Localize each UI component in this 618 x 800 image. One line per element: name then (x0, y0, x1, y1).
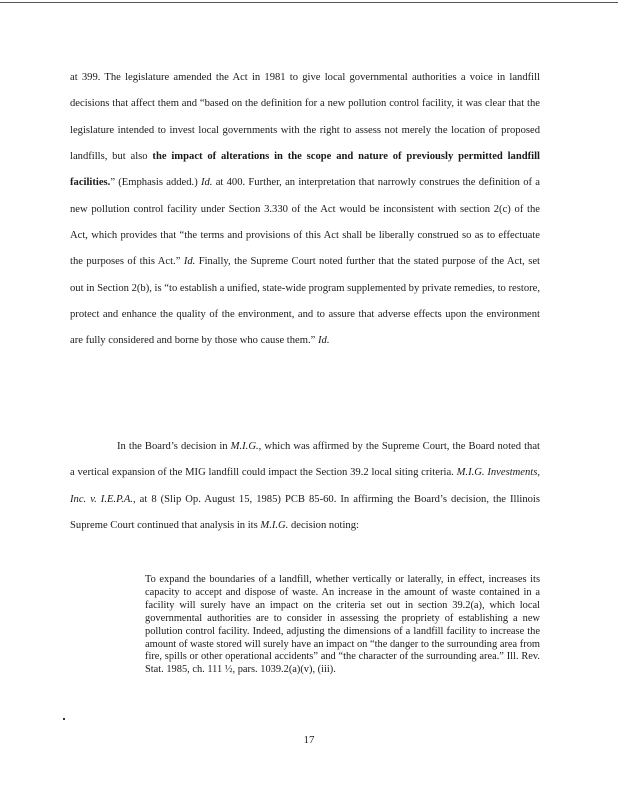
p1-citation-3: Id. (318, 335, 330, 347)
p1-citation-2: Id. (183, 256, 196, 268)
p2-sentence-1: In the Board’s decision in (117, 441, 231, 452)
p2-sentence-4: decision noting: (288, 520, 359, 532)
p1-sentence-1-end: ” (Emphasis added.) (110, 177, 201, 189)
p2-case-name-1: M.I.G. (230, 441, 259, 452)
stray-mark (63, 718, 65, 720)
top-border-line (0, 2, 618, 3)
p1-bold-emphasis: the impact of alterations in the scope and nature of previously permitted landfill facilities. (70, 151, 540, 189)
p1-sentence-3: Finally, the Supreme Court noted further that the stated purpose of the Act, set out in Section 2(b), is “to establish a unified, state-wide program supplemented by private remedies, to restore, protect and enhance the quality of the environment, and to assure that adverse effects upon the environment are fully considered and borne by those who cause them.” (70, 256, 540, 347)
p2-sentence-3: , at 8 (Slip Op. August 15, 1985) PCB 85-60. In affirming the Board’s decision, the Illinois Supreme Court continued that analysis in its (70, 493, 540, 532)
paragraph-2 (70, 434, 540, 539)
p2-sentence-2: , which was affirmed by the Supreme Court, the Board noted that a vertical expansion of the MIG landfill could impact the Section 39.2 local siting criteria. (70, 441, 540, 479)
p1-sentence-1: at 399. The legislature amended the Act in 1981 to give local governmental authorities a voice in landfill decisions that affect them and “based on the definition for a new pollution control facility, it was clear that the legislature intended to invest local governments with the right to assess not merely the location of proposed landfills, but also (70, 72, 540, 163)
block-quote: To expand the boundaries of a landfill, whether vertically or laterally, in effect, increases its capacity to accept and dispose of waste. An increase in the amount of waste contained in a facility will surely have an impact on the criteria set out in section 39.2(a), which local governmental authorities are to consider in assessing the propriety of establishing a new pollution control facility. Indeed, adjusting the dimensions of a landfill facility to increase the amount of waste stored will surely have an impact on “the danger to the surrounding area from fire, spills or other operational accidents” and “the character of the surrounding area.” Ill. Rev. Stat. 1985, ch. 111 ½, pars. 1039.2(a)(v), (iii). (145, 574, 540, 676)
p1-sentence-2: at 400. Further, an interpretation that narrowly construes the definition of a new pollution control facility under Section 3.330 of the Act would be inconsistent with section 2(c) of the Act, which provides that “the terms and provisions of this Act shall be liberally construed so as to effectuate the purposes of this Act.” (70, 177, 540, 268)
p2-case-name-2: M.I.G. Investments, Inc. v. I.E.P.A. (70, 467, 541, 505)
page-number: 17 (303, 734, 315, 746)
p1-citation-1: Id. (200, 177, 213, 189)
p2-case-name-3: M.I.G. (260, 520, 289, 532)
paragraph-1 (70, 65, 540, 355)
